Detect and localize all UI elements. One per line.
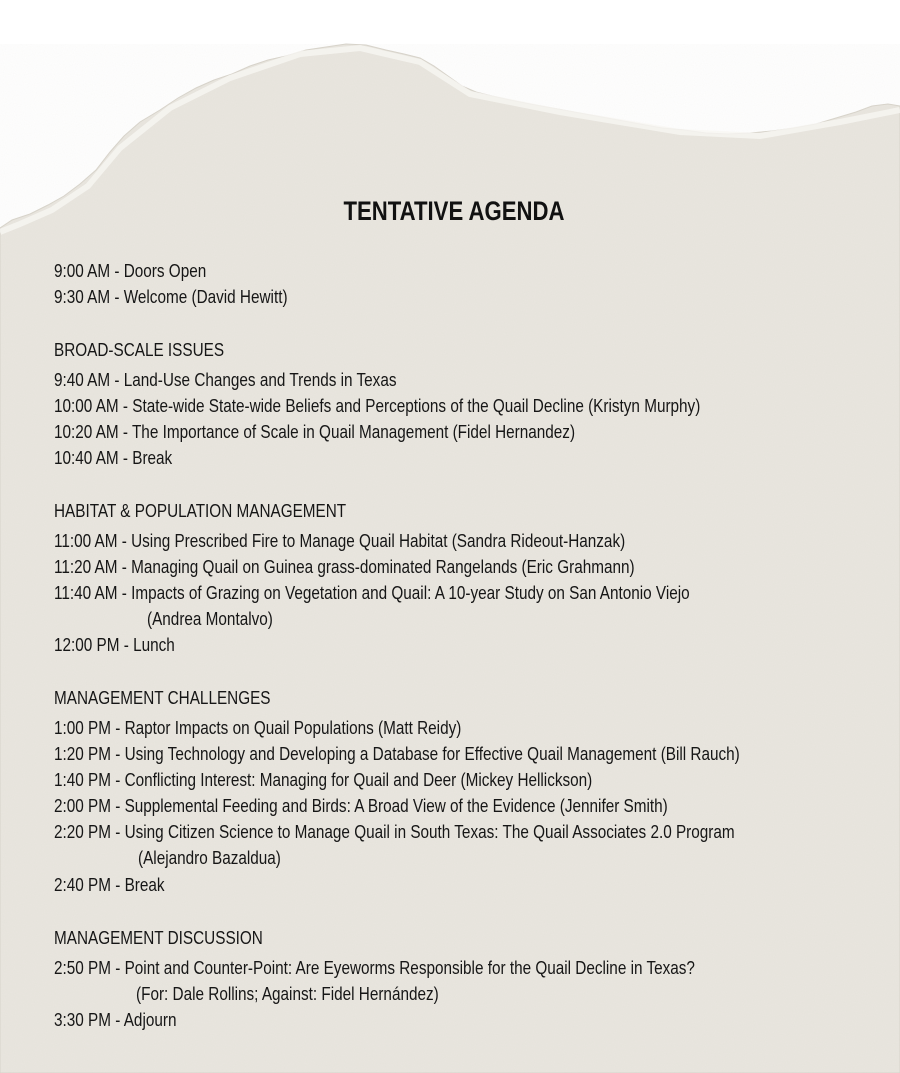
agenda-item: 1:40 PM - Conflicting Interest: Managing for Quail and Deer (Mickey Hellickson) xyxy=(54,770,593,790)
agenda-item: 2:00 PM - Supplemental Feeding and Birds: A Broad View of the Evidence (Jennifer Smith) xyxy=(54,796,668,816)
agenda-item: 1:20 PM - Using Technology and Developing a Database for Effective Quail Management (Bill Rauch) xyxy=(54,744,740,764)
agenda-item: 10:00 AM - State-wide State-wide Beliefs and Perceptions of the Quail Decline (Kristyn Murphy) xyxy=(54,396,701,416)
agenda-item: 3:30 PM - Adjourn xyxy=(54,1010,177,1030)
agenda-item: 10:20 AM - The Importance of Scale in Quail Management (Fidel Hernandez) xyxy=(54,422,576,442)
agenda-item: 10:40 AM - Break xyxy=(54,448,173,468)
agenda-item-continuation: (Alejandro Bazaldua) xyxy=(138,848,281,868)
agenda-item: 11:00 AM - Using Prescribed Fire to Manage Quail Habitat (Sandra Rideout-Hanzak) xyxy=(54,531,626,551)
agenda-item: 11:40 AM - Impacts of Grazing on Vegetation and Quail: A 10-year Study on San Antonio Viejo xyxy=(54,583,690,603)
agenda-item: 1:00 PM - Raptor Impacts on Quail Populations (Matt Reidy) xyxy=(54,718,462,738)
section-heading: MANAGEMENT DISCUSSION xyxy=(54,928,263,948)
agenda-item-continuation: (Andrea Montalvo) xyxy=(147,609,273,629)
page-title: TENTATIVE AGENDA xyxy=(343,196,565,226)
agenda-item: 2:40 PM - Break xyxy=(54,875,165,895)
agenda-item: 9:30 AM - Welcome (David Hewitt) xyxy=(54,287,288,307)
agenda-item: 12:00 PM - Lunch xyxy=(54,635,175,655)
section-heading: MANAGEMENT CHALLENGES xyxy=(54,688,271,708)
agenda-item: 2:50 PM - Point and Counter-Point: Are Eyeworms Responsible for the Quail Decline in Texas? xyxy=(54,958,695,978)
agenda-item: 2:20 PM - Using Citizen Science to Manage Quail in South Texas: The Quail Associates 2.0 Program xyxy=(54,822,735,842)
section-heading: BROAD-SCALE ISSUES xyxy=(54,340,225,360)
section-heading: HABITAT & POPULATION MANAGEMENT xyxy=(54,501,347,521)
agenda-item: 9:40 AM - Land-Use Changes and Trends in Texas xyxy=(54,370,397,390)
agenda-item: 9:00 AM - Doors Open xyxy=(54,261,207,281)
agenda-item: 11:20 AM - Managing Quail on Guinea grass-dominated Rangelands (Eric Grahmann) xyxy=(54,557,635,577)
agenda-item-continuation: (For: Dale Rollins; Against: Fidel Hernández) xyxy=(136,984,439,1004)
